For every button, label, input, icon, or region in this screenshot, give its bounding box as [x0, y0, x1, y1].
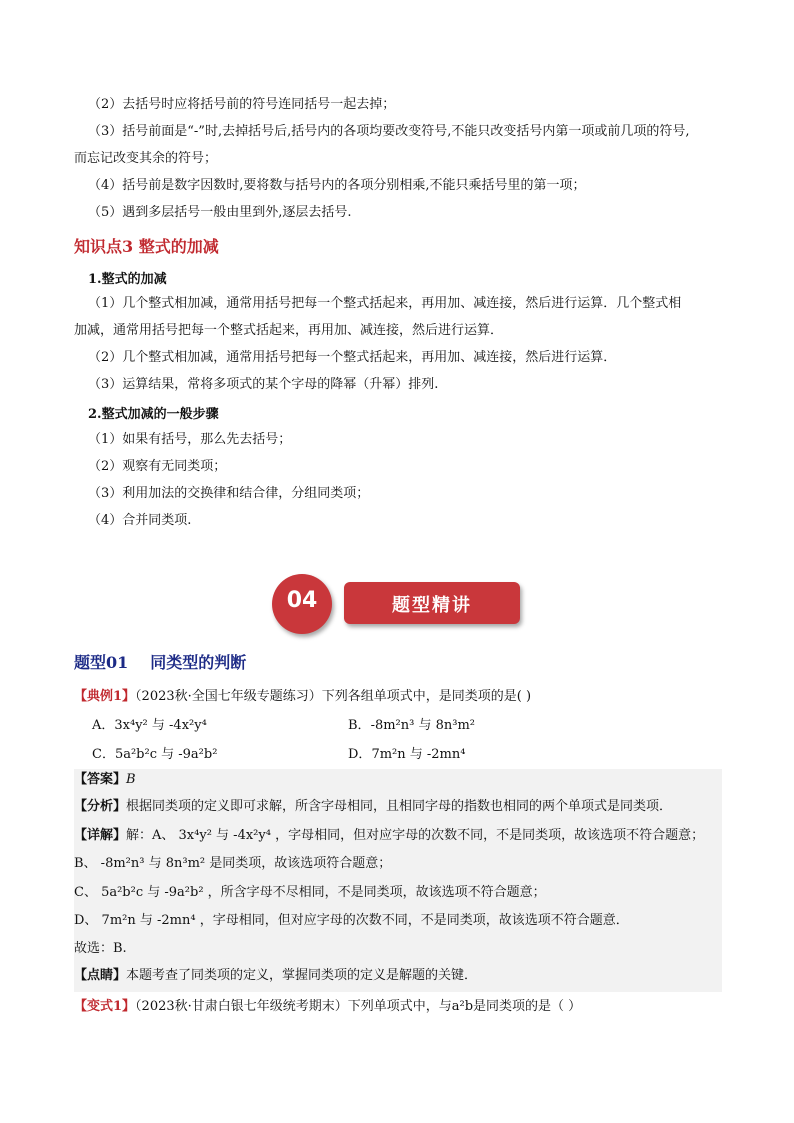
banner-number-badge: 04 [272, 574, 332, 634]
para-2: （2）几个整式相加减，通常用括号把每一个整式括起来，再用加、减连接，然后进行运算． [88, 350, 617, 365]
subheading-1: 1.整式的加减 [88, 272, 167, 287]
step-1: （1）如果有括号，那么先去括号； [88, 432, 292, 447]
rule-5: （5）遇到多层括号一般由里到外,逐层去括号. [88, 205, 352, 220]
detail-line-d: D、 7m²n 与 -2mn⁴ ，字母相同，但对应字母的次数不同，不是同类项，故该选项不符合题意． [74, 913, 629, 928]
para-1-line1: （1）几个整式相加减，通常用括号把每一个整式括起来，再用加、减连接，然后进行运算．几个整式相 [88, 296, 682, 311]
rule-4: （4）括号前是数字因数时,要将数与括号内的各项分别相乘,不能只乘括号里的第一项； [88, 178, 586, 193]
answer-line: 【答案】B [74, 772, 136, 787]
choice-line: 故选：B. [74, 941, 127, 956]
option-b: B．-8m²n³ 与 8n³m² [348, 718, 476, 733]
para-3: （3）运算结果，常将多项式的某个字母的降幂（升幂）排列. [88, 377, 439, 392]
section-heading: 知识点3 整式的加减 [74, 237, 219, 256]
option-c: C．5a²b²c 与 -9a²b² [92, 747, 218, 762]
detail-line-b: B、 -8m²n³ 与 8n³m² 是同类项，故该选项符合题意； [74, 856, 392, 871]
option-d: D．7m²n 与 -2mn⁴ [348, 747, 466, 762]
example-1-stem: 【典例1】（2023秋·全国七年级专题练习）下列各组单项式中，是同类项的是( ) [74, 689, 532, 704]
step-3: （3）利用加法的交换律和结合律，分组同类项； [88, 486, 370, 501]
question-type-title: 题型01 同类型的判断 [74, 653, 247, 672]
step-2: （2）观察有无同类项； [88, 459, 227, 474]
para-1-line2: 加减，通常用括号把每一个整式括起来，再用加、减连接，然后进行运算． [74, 323, 504, 338]
comment-line: 【点睛】本题考查了同类项的定义，掌握同类项的定义是解题的关键． [74, 968, 478, 983]
detail-line-c: C、 5a²b²c 与 -9a²b² ，所含字母不尽相同，不是同类项，故该选项不符合题意； [74, 885, 546, 900]
section-banner [272, 574, 522, 634]
analysis-line: 【分析】根据同类项的定义即可求解，所含字母相同，且相同字母的指数也相同的两个单项式是同类项． [74, 799, 673, 814]
rule-2: （2）去括号时应将括号前的符号连同括号一起去掉； [88, 97, 396, 112]
detail-line-a: 【详解】解：A、 3x⁴y² 与 -4x²y⁴ ，字母相同，但对应字母的次数不同，不是同类项，故该选项不符合题意； [74, 828, 705, 843]
banner-label-pill: 题型精讲 [344, 582, 520, 624]
step-4: （4）合并同类项. [88, 513, 192, 528]
rule-3: （3）括号前面是“-”时,去掉括号后,括号内的各项均要改变符号,不能只改变括号内第一项或前几项的符号, [88, 124, 690, 139]
option-a: A．3x⁴y² 与 -4x²y⁴ [92, 718, 207, 733]
variant-1-stem: 【变式1】（2023秋·甘肃白银七年级统考期末）下列单项式中，与a²b是同类项的是（ ） [74, 999, 582, 1014]
subheading-2: 2.整式加减的一般步骤 [88, 407, 219, 422]
rule-3-cont: 而忘记改变其余的符号； [74, 151, 218, 166]
